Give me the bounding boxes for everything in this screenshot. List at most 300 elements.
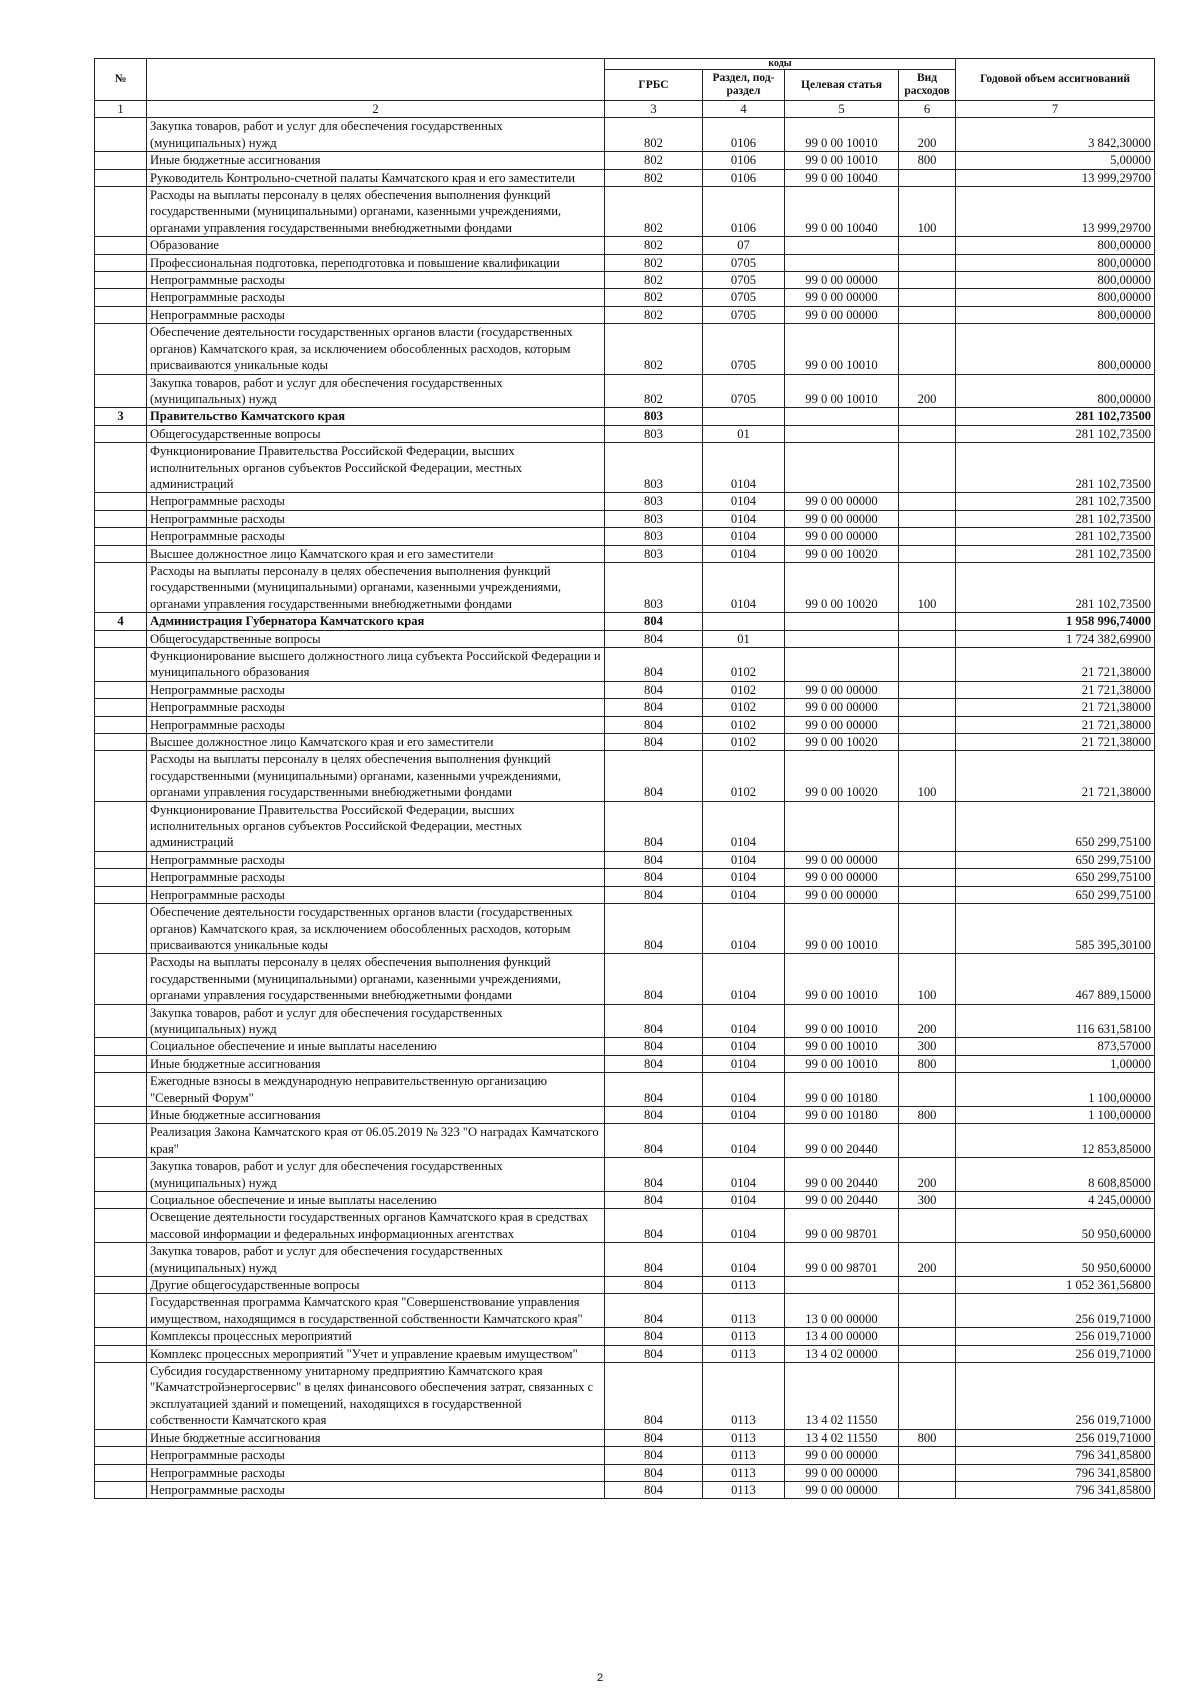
row-amount: 1 100,00000 [956, 1073, 1155, 1107]
row-target: 99 0 00 00000 [785, 528, 899, 545]
row-grbs: 803 [605, 493, 703, 510]
row-section: 0106 [703, 152, 785, 169]
row-number [95, 1124, 147, 1158]
row-number [95, 1328, 147, 1345]
row-expense-type [899, 237, 956, 254]
row-number [95, 324, 147, 374]
row-grbs: 804 [605, 734, 703, 751]
row-grbs: 802 [605, 187, 703, 237]
row-section: 0104 [703, 1055, 785, 1072]
row-section: 0102 [703, 734, 785, 751]
table-row [95, 169, 1155, 186]
table-row [95, 408, 1155, 425]
row-target: 99 0 00 00000 [785, 510, 899, 527]
row-number [95, 545, 147, 562]
row-expense-type [899, 648, 956, 682]
row-number [95, 118, 147, 152]
row-number [95, 443, 147, 493]
row-target: 99 0 00 10010 [785, 374, 899, 408]
row-section: 0104 [703, 1038, 785, 1055]
row-number [95, 1106, 147, 1123]
row-target [785, 254, 899, 271]
table-row [95, 289, 1155, 306]
row-expense-type [899, 801, 956, 851]
row-name: Социальное обеспечение и иные выплаты населению [147, 1192, 605, 1209]
table-row [95, 152, 1155, 169]
table-row [95, 237, 1155, 254]
row-amount: 650 299,75100 [956, 851, 1155, 868]
row-expense-type [899, 408, 956, 425]
table-row [95, 699, 1155, 716]
row-target: 99 0 00 10180 [785, 1106, 899, 1123]
row-section: 0104 [703, 1073, 785, 1107]
row-expense-type [899, 904, 956, 954]
row-number [95, 1038, 147, 1055]
row-grbs: 802 [605, 324, 703, 374]
row-target: 99 0 00 20440 [785, 1124, 899, 1158]
row-expense-type [899, 1124, 956, 1158]
row-amount: 281 102,73500 [956, 510, 1155, 527]
row-number [95, 869, 147, 886]
row-amount: 256 019,71000 [956, 1328, 1155, 1345]
row-number [95, 801, 147, 851]
budget-table [94, 58, 1155, 1499]
row-grbs: 803 [605, 510, 703, 527]
row-section: 0106 [703, 118, 785, 152]
row-number [95, 1345, 147, 1362]
row-amount: 467 889,15000 [956, 954, 1155, 1004]
row-section: 0104 [703, 1124, 785, 1158]
table-row [95, 374, 1155, 408]
row-name: Расходы на выплаты персоналу в целях обеспечения выполнения функций государственными (муниципальными) органами, казенными учреждениями, органами управления государственными внебюджетными фондами [147, 187, 605, 237]
row-number [95, 510, 147, 527]
table-row [95, 1429, 1155, 1446]
row-section: 0102 [703, 699, 785, 716]
row-amount: 796 341,85800 [956, 1447, 1155, 1464]
row-grbs: 804 [605, 1464, 703, 1481]
row-name: Непрограммные расходы [147, 1447, 605, 1464]
row-name: Иные бюджетные ассигнования [147, 1429, 605, 1446]
row-target: 13 4 02 11550 [785, 1363, 899, 1430]
row-expense-type [899, 254, 956, 271]
table-row [95, 801, 1155, 851]
row-expense-type [899, 630, 956, 647]
row-section [703, 408, 785, 425]
row-grbs: 804 [605, 801, 703, 851]
row-expense-type: 100 [899, 954, 956, 1004]
row-section: 0113 [703, 1363, 785, 1430]
row-name: Иные бюджетные ассигнования [147, 1106, 605, 1123]
row-number [95, 1363, 147, 1430]
row-expense-type [899, 289, 956, 306]
row-grbs: 804 [605, 1328, 703, 1345]
row-section: 0104 [703, 1106, 785, 1123]
table-row [95, 851, 1155, 868]
row-grbs: 803 [605, 443, 703, 493]
row-expense-type [899, 1481, 956, 1498]
row-target: 99 0 00 00000 [785, 716, 899, 733]
row-section: 0104 [703, 1243, 785, 1277]
table-row [95, 734, 1155, 751]
row-number [95, 528, 147, 545]
row-amount: 281 102,73500 [956, 408, 1155, 425]
row-expense-type: 100 [899, 562, 956, 612]
row-expense-type: 300 [899, 1038, 956, 1055]
row-section: 0104 [703, 528, 785, 545]
row-target: 99 0 00 10020 [785, 751, 899, 801]
row-name: Непрограммные расходы [147, 306, 605, 323]
row-grbs: 804 [605, 716, 703, 733]
row-section: 0102 [703, 751, 785, 801]
row-target [785, 408, 899, 425]
row-grbs: 804 [605, 1294, 703, 1328]
row-section: 0104 [703, 562, 785, 612]
row-target: 99 0 00 10010 [785, 904, 899, 954]
table-row [95, 613, 1155, 630]
row-expense-type [899, 1464, 956, 1481]
row-amount: 796 341,85800 [956, 1481, 1155, 1498]
table-row [95, 1055, 1155, 1072]
row-amount: 116 631,58100 [956, 1004, 1155, 1038]
column-number: 2 [147, 101, 605, 118]
row-grbs: 803 [605, 408, 703, 425]
row-number [95, 716, 147, 733]
table-row [95, 1277, 1155, 1294]
row-target: 99 0 00 00000 [785, 1481, 899, 1498]
row-grbs: 803 [605, 528, 703, 545]
row-section: 0113 [703, 1345, 785, 1362]
row-number [95, 306, 147, 323]
table-row [95, 1345, 1155, 1362]
row-target: 99 0 00 20440 [785, 1158, 899, 1192]
row-expense-type: 200 [899, 1004, 956, 1038]
table-row [95, 1209, 1155, 1243]
row-expense-type: 200 [899, 1243, 956, 1277]
row-name: Иные бюджетные ассигнования [147, 152, 605, 169]
row-expense-type [899, 545, 956, 562]
row-name: Непрограммные расходы [147, 528, 605, 545]
row-target: 99 0 00 00000 [785, 851, 899, 868]
table-row [95, 254, 1155, 271]
row-section: 0113 [703, 1328, 785, 1345]
row-name: Расходы на выплаты персоналу в целях обеспечения выполнения функций государственными (муниципальными) органами, казенными учреждениями, органами управления государственными внебюджетными фондами [147, 954, 605, 1004]
row-amount: 1 100,00000 [956, 1106, 1155, 1123]
row-amount: 21 721,38000 [956, 681, 1155, 698]
table-row [95, 1158, 1155, 1192]
table-row [95, 1192, 1155, 1209]
row-number [95, 851, 147, 868]
row-section: 0705 [703, 254, 785, 271]
row-grbs: 804 [605, 751, 703, 801]
row-number [95, 493, 147, 510]
row-expense-type: 800 [899, 1106, 956, 1123]
row-grbs: 802 [605, 374, 703, 408]
row-number [95, 1481, 147, 1498]
row-name: Непрограммные расходы [147, 1464, 605, 1481]
row-name: Функционирование Правительства Российской Федерации, высших исполнительных органов субъектов Российской Федерации, местных администраций [147, 443, 605, 493]
row-target [785, 237, 899, 254]
row-target: 99 0 00 00000 [785, 681, 899, 698]
row-amount: 800,00000 [956, 306, 1155, 323]
row-name: Общегосударственные вопросы [147, 630, 605, 647]
row-number [95, 374, 147, 408]
row-number [95, 1158, 147, 1192]
row-amount: 800,00000 [956, 289, 1155, 306]
row-section: 0104 [703, 801, 785, 851]
row-number: 3 [95, 408, 147, 425]
row-name: Закупка товаров, работ и услуг для обеспечения государственных (муниципальных) нужд [147, 374, 605, 408]
row-target: 13 4 02 11550 [785, 1429, 899, 1446]
row-grbs: 804 [605, 1363, 703, 1430]
row-expense-type [899, 493, 956, 510]
row-grbs: 804 [605, 1192, 703, 1209]
row-grbs: 802 [605, 237, 703, 254]
row-target: 13 4 00 00000 [785, 1328, 899, 1345]
row-section: 0113 [703, 1277, 785, 1294]
row-amount: 21 721,38000 [956, 734, 1155, 751]
row-grbs: 804 [605, 1055, 703, 1072]
row-section: 0104 [703, 869, 785, 886]
row-amount: 650 299,75100 [956, 869, 1155, 886]
row-grbs: 804 [605, 1345, 703, 1362]
row-grbs: 803 [605, 562, 703, 612]
row-amount: 256 019,71000 [956, 1345, 1155, 1362]
row-name: Комплекс процессных мероприятий "Учет и управление краевым имуществом" [147, 1345, 605, 1362]
row-amount: 21 721,38000 [956, 699, 1155, 716]
row-target: 99 0 00 10010 [785, 1055, 899, 1072]
row-target [785, 613, 899, 630]
table-row [95, 493, 1155, 510]
row-section: 0104 [703, 1158, 785, 1192]
row-name: Закупка товаров, работ и услуг для обеспечения государственных (муниципальных) нужд [147, 1158, 605, 1192]
column-number: 7 [956, 101, 1155, 118]
header-expense-type: Вид расходов [899, 70, 956, 101]
row-name: Комплексы процессных мероприятий [147, 1328, 605, 1345]
row-expense-type [899, 272, 956, 289]
row-number [95, 886, 147, 903]
row-amount: 796 341,85800 [956, 1464, 1155, 1481]
row-name: Правительство Камчатского края [147, 408, 605, 425]
row-expense-type [899, 1294, 956, 1328]
table-row [95, 886, 1155, 903]
row-number [95, 1192, 147, 1209]
header-section: Раздел, под-раздел [703, 70, 785, 101]
row-target: 99 0 00 10010 [785, 954, 899, 1004]
row-name: Непрограммные расходы [147, 869, 605, 886]
row-number [95, 1294, 147, 1328]
row-grbs: 804 [605, 1073, 703, 1107]
row-section: 0104 [703, 1209, 785, 1243]
row-amount: 21 721,38000 [956, 648, 1155, 682]
row-number [95, 237, 147, 254]
row-section: 0106 [703, 187, 785, 237]
row-expense-type: 200 [899, 118, 956, 152]
row-grbs: 804 [605, 1277, 703, 1294]
header-name-blank [147, 59, 605, 101]
row-section: 0102 [703, 716, 785, 733]
row-section: 0705 [703, 324, 785, 374]
row-target: 99 0 00 00000 [785, 289, 899, 306]
row-name: Ежегодные взносы в международную неправительственную организацию "Северный Форум" [147, 1073, 605, 1107]
table-row [95, 648, 1155, 682]
row-name: Непрограммные расходы [147, 699, 605, 716]
table-header [95, 59, 1155, 118]
row-number [95, 1429, 147, 1446]
row-grbs: 804 [605, 681, 703, 698]
row-name: Закупка товаров, работ и услуг для обеспечения государственных (муниципальных) нужд [147, 118, 605, 152]
row-target: 99 0 00 00000 [785, 306, 899, 323]
row-section: 01 [703, 425, 785, 442]
row-grbs: 804 [605, 1209, 703, 1243]
row-amount: 21 721,38000 [956, 751, 1155, 801]
row-number [95, 254, 147, 271]
row-expense-type [899, 1277, 956, 1294]
row-grbs: 802 [605, 169, 703, 186]
row-name: Освещение деятельности государственных органов Камчатского края в средствах массовой информации и федеральных информационных агентствах [147, 1209, 605, 1243]
row-amount: 256 019,71000 [956, 1429, 1155, 1446]
row-section: 0113 [703, 1447, 785, 1464]
row-name: Непрограммные расходы [147, 510, 605, 527]
row-section: 0104 [703, 954, 785, 1004]
row-amount: 800,00000 [956, 324, 1155, 374]
row-name: Обеспечение деятельности государственных органов власти (государственных органов) Камчатского края, за исключением обособленных расходов, которым присваиваются уникальные коды [147, 324, 605, 374]
row-target: 99 0 00 10180 [785, 1073, 899, 1107]
row-expense-type [899, 613, 956, 630]
header-codes: коды [605, 59, 956, 70]
row-section: 0102 [703, 681, 785, 698]
row-grbs: 804 [605, 1158, 703, 1192]
row-amount: 650 299,75100 [956, 801, 1155, 851]
row-grbs: 804 [605, 699, 703, 716]
row-target: 99 0 00 10040 [785, 187, 899, 237]
row-target: 99 0 00 10010 [785, 1038, 899, 1055]
table-row [95, 869, 1155, 886]
row-number [95, 289, 147, 306]
table-row [95, 1481, 1155, 1498]
row-expense-type [899, 681, 956, 698]
row-name: Непрограммные расходы [147, 716, 605, 733]
row-amount: 12 853,85000 [956, 1124, 1155, 1158]
row-name: Функционирование высшего должностного лица субъекта Российской Федерации и муниципального образования [147, 648, 605, 682]
row-expense-type [899, 528, 956, 545]
row-expense-type: 300 [899, 1192, 956, 1209]
row-target: 99 0 00 10010 [785, 324, 899, 374]
column-number: 5 [785, 101, 899, 118]
row-name: Непрограммные расходы [147, 851, 605, 868]
row-name: Расходы на выплаты персоналу в целях обеспечения выполнения функций государственными (муниципальными) органами, казенными учреждениями, органами управления государственными внебюджетными фондами [147, 751, 605, 801]
row-grbs: 804 [605, 613, 703, 630]
row-grbs: 802 [605, 254, 703, 271]
row-expense-type [899, 1209, 956, 1243]
row-target: 99 0 00 98701 [785, 1209, 899, 1243]
table-row [95, 1464, 1155, 1481]
row-target: 99 0 00 10020 [785, 562, 899, 612]
row-amount: 281 102,73500 [956, 493, 1155, 510]
table-row [95, 272, 1155, 289]
row-number [95, 954, 147, 1004]
row-section [703, 613, 785, 630]
row-expense-type [899, 1073, 956, 1107]
table-row [95, 528, 1155, 545]
row-amount: 873,57000 [956, 1038, 1155, 1055]
row-name: Непрограммные расходы [147, 681, 605, 698]
table-row [95, 324, 1155, 374]
row-expense-type [899, 1345, 956, 1362]
table-row [95, 716, 1155, 733]
row-number [95, 1243, 147, 1277]
row-amount: 256 019,71000 [956, 1294, 1155, 1328]
row-number [95, 751, 147, 801]
row-number [95, 699, 147, 716]
row-name: Непрограммные расходы [147, 886, 605, 903]
row-amount: 800,00000 [956, 272, 1155, 289]
row-section: 0705 [703, 306, 785, 323]
row-grbs: 802 [605, 152, 703, 169]
column-number: 3 [605, 101, 703, 118]
row-target: 99 0 00 10010 [785, 118, 899, 152]
row-name: Администрация Губернатора Камчатского края [147, 613, 605, 630]
row-amount: 281 102,73500 [956, 443, 1155, 493]
table-row [95, 425, 1155, 442]
row-grbs: 804 [605, 630, 703, 647]
table-row [95, 681, 1155, 698]
table-row [95, 1004, 1155, 1038]
row-expense-type [899, 851, 956, 868]
row-target: 99 0 00 10020 [785, 545, 899, 562]
row-name: Иные бюджетные ассигнования [147, 1055, 605, 1072]
row-number [95, 187, 147, 237]
row-amount: 5,00000 [956, 152, 1155, 169]
row-expense-type: 800 [899, 1055, 956, 1072]
row-name: Профессиональная подготовка, переподготовка и повышение квалификации [147, 254, 605, 271]
row-amount: 21 721,38000 [956, 716, 1155, 733]
row-amount: 13 999,29700 [956, 169, 1155, 186]
row-section: 0705 [703, 374, 785, 408]
row-amount: 1 958 996,74000 [956, 613, 1155, 630]
row-grbs: 804 [605, 1429, 703, 1446]
row-target: 99 0 00 00000 [785, 699, 899, 716]
row-amount: 50 950,60000 [956, 1243, 1155, 1277]
row-amount: 281 102,73500 [956, 562, 1155, 612]
row-number [95, 425, 147, 442]
row-section: 0104 [703, 493, 785, 510]
row-name: Социальное обеспечение и иные выплаты населению [147, 1038, 605, 1055]
header-target: Целевая статья [785, 70, 899, 101]
row-grbs: 803 [605, 425, 703, 442]
row-amount: 585 395,30100 [956, 904, 1155, 954]
row-amount: 1 724 382,69900 [956, 630, 1155, 647]
row-expense-type [899, 886, 956, 903]
row-number [95, 1209, 147, 1243]
row-name: Обеспечение деятельности государственных органов власти (государственных органов) Камчатского края, за исключением обособленных расходов, которым присваиваются уникальные коды [147, 904, 605, 954]
row-section: 0113 [703, 1464, 785, 1481]
row-number [95, 169, 147, 186]
row-expense-type [899, 324, 956, 374]
row-expense-type [899, 1447, 956, 1464]
row-expense-type [899, 1363, 956, 1430]
row-target: 99 0 00 10010 [785, 152, 899, 169]
row-name: Закупка товаров, работ и услуг для обеспечения государственных (муниципальных) нужд [147, 1243, 605, 1277]
row-expense-type [899, 1328, 956, 1345]
row-number [95, 648, 147, 682]
row-grbs: 804 [605, 886, 703, 903]
row-name: Высшее должностное лицо Камчатского края и его заместители [147, 734, 605, 751]
row-section: 01 [703, 630, 785, 647]
row-name: Расходы на выплаты персоналу в целях обеспечения выполнения функций государственными (муниципальными) органами, казенными учреждениями, органами управления государственными внебюджетными фондами [147, 562, 605, 612]
row-target [785, 801, 899, 851]
row-expense-type [899, 425, 956, 442]
row-number [95, 681, 147, 698]
